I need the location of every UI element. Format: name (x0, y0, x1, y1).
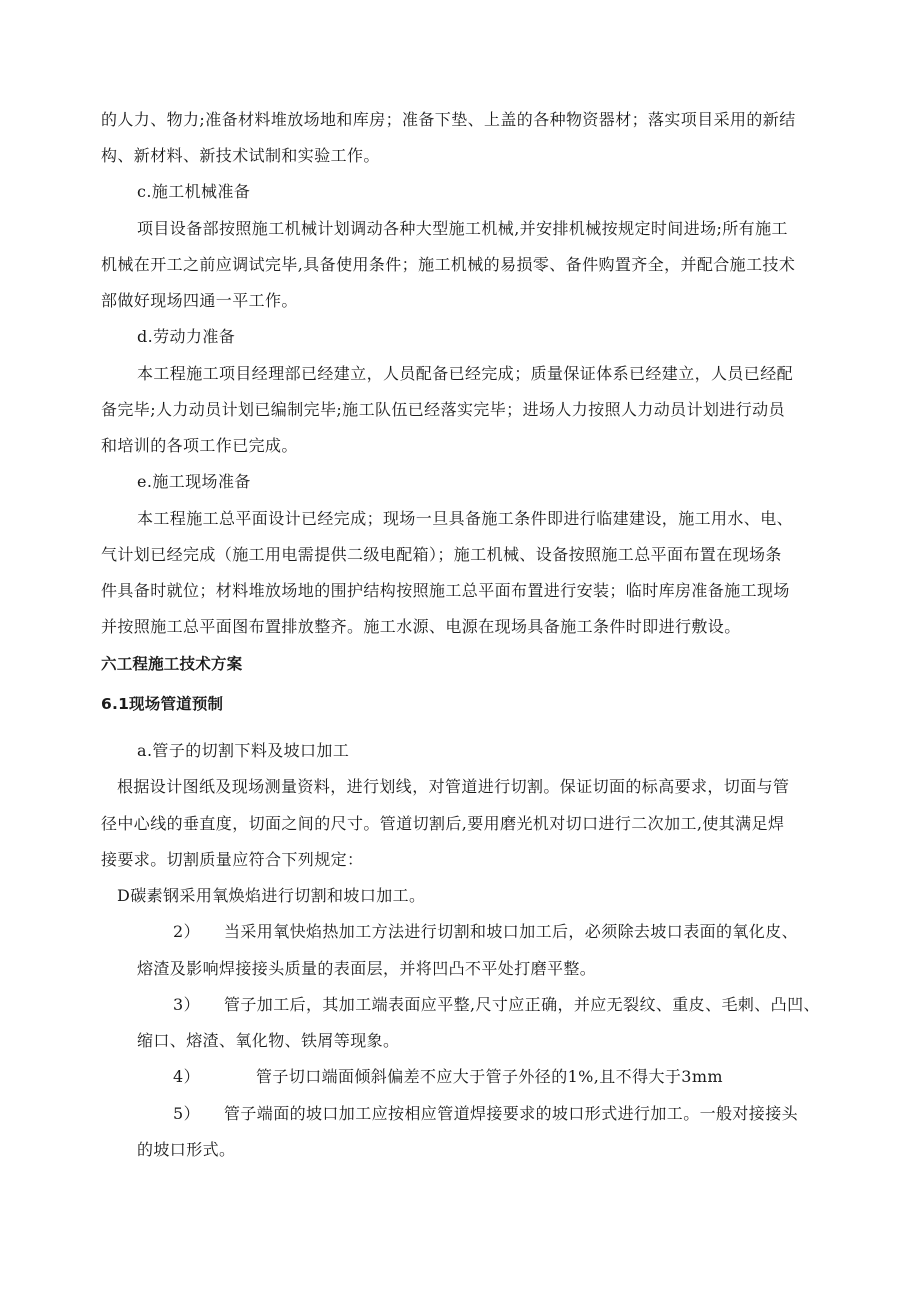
list-item-3-text: 管子加工后，其加工端表面应平整,尺寸应正确，并应无裂纹、重皮、毛刺、凸凹、 (224, 995, 820, 1014)
paragraph-text-line: 并按照施工总平面图布置排放整齐。施工水源、电源在现场具备施工条件时即进行敷设。 (101, 617, 741, 636)
list-item-number: 3） (173, 995, 200, 1014)
list-item-2-text: 当采用氧快焰热加工方法进行切割和坡口加工后，必须除去坡口表面的氧化皮、 (224, 922, 799, 941)
paragraph-text-line: 项目设备部按照施工机械计划调动各种大型施工机械,并安排机械按规定时间进场;所有施工 (137, 219, 788, 238)
subheading-e: e.施工现场准备 (137, 472, 251, 491)
list-item-2-text: 熔渣及影响焊接接头质量的表面层，并将凹凸不平处打磨平整。 (137, 959, 597, 978)
list-item-number: 4） (173, 1067, 200, 1086)
list-item-5-text: 的坡口形式。 (137, 1140, 236, 1159)
list-item-number: 2） (173, 922, 200, 941)
paragraph-text-line: 的人力、物力;准备材料堆放场地和库房；准备下垫、上盖的各种物资器材；落实项目采用的新结 (101, 110, 796, 129)
paragraph-text-line: 气计划已经完成（施工用电需提供二级电配箱）；施工机械、设备按照施工总平面布置在现场条 (101, 545, 782, 564)
list-item-4-text: 管子切口端面倾斜偏差不应大于管子外径的1%,且不得大于3mm (256, 1067, 723, 1086)
list-item-5-text: 管子端面的坡口加工应按相应管道焊接要求的坡口形式进行加工。一般对接接头 (224, 1104, 799, 1123)
paragraph-text-line: 机械在开工之前应调试完毕,具备使用条件；施工机械的易损零、备件购置齐全，并配合施工技术 (101, 255, 796, 274)
paragraph-text-line: 本工程施工总平面设计已经完成；现场一旦具备施工条件即进行临建建设，施工用水、电、 (137, 509, 794, 528)
paragraph-text-line: 接要求。切割质量应符合下列规定： (101, 850, 364, 869)
paragraph-text-line: 构、新材料、新技术试制和实验工作。 (101, 146, 380, 165)
paragraph-text-line: 备完毕;人力动员计划已编制完毕;施工队伍已经落实完毕；进场人力按照人力动员计划进行动员 (101, 400, 785, 419)
paragraph-text-line: 件具备时就位；材料堆放场地的围护结构按照施工总平面布置进行安装；临时库房准备施工现场 (101, 581, 790, 600)
list-item-number: 5） (173, 1104, 200, 1123)
paragraph-text-line: 根据设计图纸及现场测量资料，进行划线，对管道进行切割。保证切面的标高要求，切面与管 (117, 777, 790, 796)
subheading-c: c.施工机械准备 (137, 182, 251, 201)
paragraph-text-line: 本工程施工项目经理部已经建立，人员配备已经完成；质量保证体系已经建立，人员已经配 (137, 364, 794, 383)
subheading-a: a.管子的切割下料及坡口加工 (137, 741, 350, 760)
subheading-d: d.劳动力准备 (137, 327, 236, 346)
paragraph-text-line: 和培训的各项工作已完成。 (101, 436, 298, 455)
section-heading-6: 六工程施工技术方案 (101, 655, 243, 673)
paragraph-text-line: 径中心线的垂直度，切面之间的尺寸。管道切割后,要用磨光机对切口进行二次加工,使其满足焊 (101, 814, 785, 833)
paragraph-text-line: 部做好现场四通一平工作。 (101, 291, 298, 310)
list-item-1: D碳素钢采用氧焕焰进行切割和坡口加工。 (117, 886, 426, 905)
section-heading-6-1: 6.1现场管道预制 (101, 695, 224, 713)
list-item-3-text: 缩口、熔渣、氧化物、铁屑等现象。 (137, 1031, 400, 1050)
